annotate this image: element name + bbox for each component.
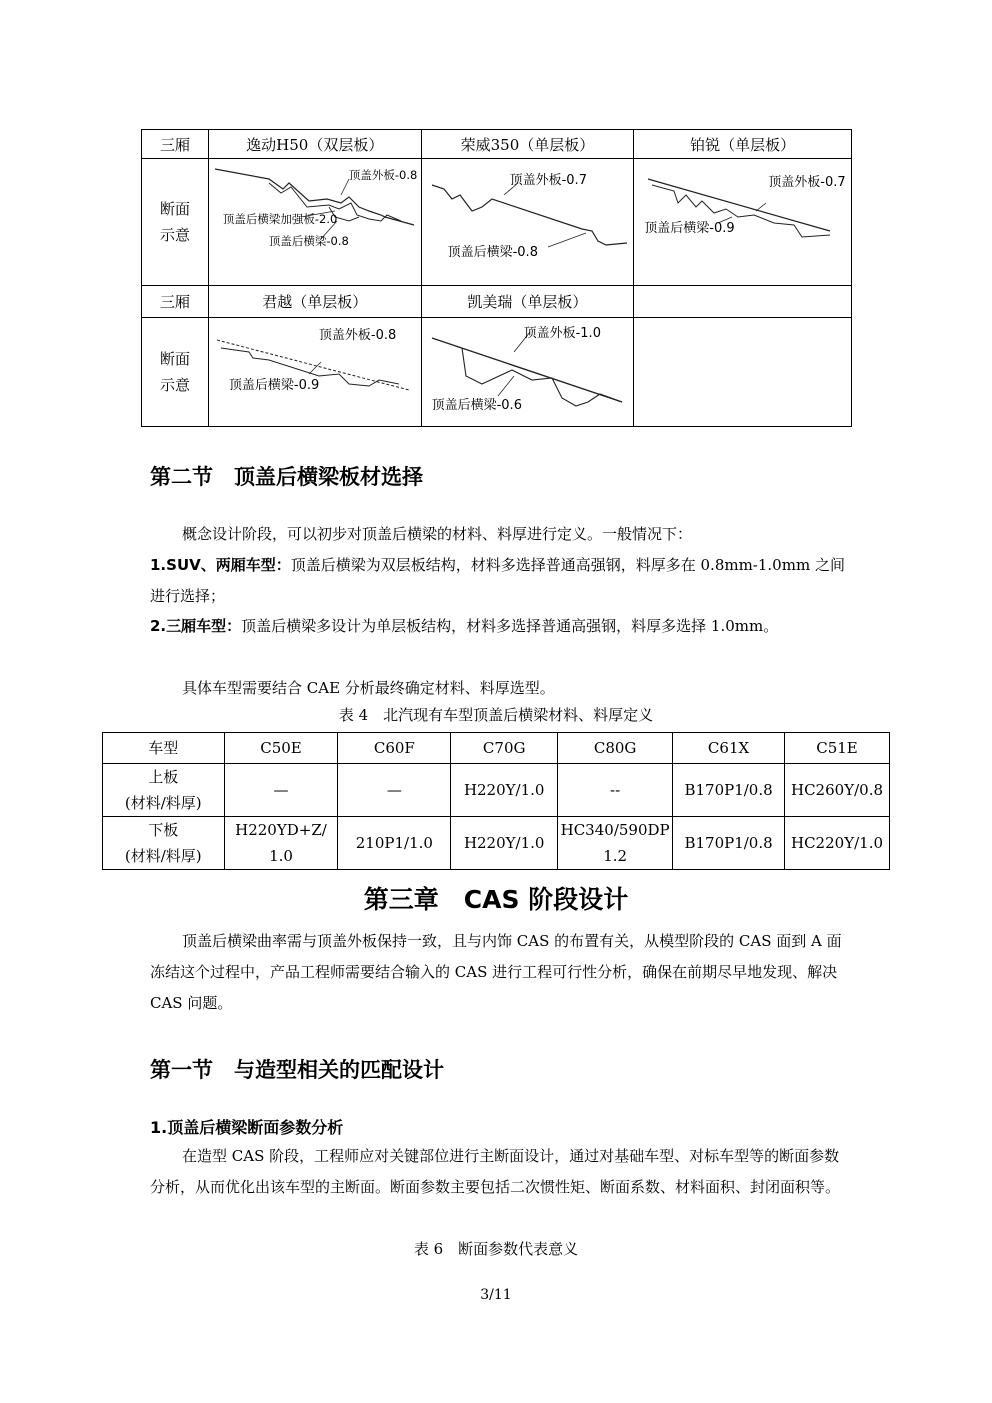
row-header: 三厢 <box>142 286 209 318</box>
label: 顶盖后横梁-0.6 <box>431 398 522 413</box>
label: 顶盖后横梁-0.8 <box>447 245 538 260</box>
model-header: 君越（单层板） <box>208 286 421 318</box>
section-sketch-yidong <box>208 159 421 286</box>
model-header: 凯美瑞（单层板） <box>421 286 634 318</box>
list-item-label: 2.三厢车型： <box>150 617 242 635</box>
list-item <box>150 550 845 612</box>
section-title: 第一节 与造型相关的匹配设计 <box>150 1058 444 1082</box>
table-cell: H220Y/1.0 <box>451 817 558 870</box>
paragraph: 顶盖后横梁曲率需与顶盖外板保持一致，且与内饰 CAS 的布置有关，从模型阶段的 CAS 面到 A 面冻结这个过程中，产品工程师需要结合输入的 CAS 进行工程可行性分析，确保在前期尽早地发现、解决 CAS 问题。 <box>150 932 842 1012</box>
label: 顶盖外板-0.7 <box>768 175 846 190</box>
chapter-title: 第三章 CAS 阶段设计 <box>363 885 629 914</box>
section-sketch-table <box>141 129 852 427</box>
section-sketch-senova <box>634 159 852 286</box>
paragraph: 具体车型需要结合 CAE 分析最终确定材料、料厚选型。 <box>182 679 555 697</box>
paragraph: 在造型 CAS 阶段，工程师应对关键部位进行主断面设计，通过对基础车型、对标车型等的断面参数分析，从而优化出该车型的主断面。断面参数主要包括二次惯性矩、断面系数、材料面积、封闭面积等。 <box>150 1147 841 1196</box>
section-title: 第二节 顶盖后横梁板材选择 <box>150 465 423 489</box>
label: 顶盖外板-0.8 <box>348 168 418 182</box>
table-cell: 210P1/1.0 <box>338 817 451 870</box>
table-header: C80G <box>558 733 673 764</box>
row-header: 三厢 <box>142 130 209 159</box>
list-item-text: 顶盖后横梁多设计为单层板结构，材料多选择普通高强钢，料厚多选择 1.0mm。 <box>241 617 779 635</box>
table-cell: HC340/590DP 1.2 <box>558 817 673 870</box>
label: 顶盖外板-0.7 <box>509 173 587 188</box>
table-cell: B170P1/0.8 <box>673 817 785 870</box>
list-item-text: 顶盖后横梁为双层板结构，材料多选择普通高强钢，料厚多在 0.8mm-1.0mm 之间进行选择； <box>150 556 845 605</box>
paragraph: 概念设计阶段，可以初步对顶盖后横梁的材料、料厚进行定义。一般情况下： <box>182 525 693 543</box>
row-label: 下板 (材料/料厚) <box>103 817 225 870</box>
table-cell: — <box>338 764 451 817</box>
table-header: C70G <box>451 733 558 764</box>
table-cell: H220Y/1.0 <box>451 764 558 817</box>
table-cell: HC220Y/1.0 <box>785 817 890 870</box>
table-cell: HC260Y/0.8 <box>785 764 890 817</box>
model-header <box>634 286 852 318</box>
label: 顶盖后横梁-0.9 <box>228 378 320 393</box>
section-sketch-lacrosse <box>208 318 421 427</box>
label: 顶盖外板-0.8 <box>318 328 397 343</box>
table-header: C60F <box>338 733 451 764</box>
empty-cell <box>634 318 852 427</box>
label: 顶盖后横梁-0.9 <box>644 221 735 236</box>
table-header: C61X <box>673 733 785 764</box>
table-cell: — <box>224 764 338 817</box>
list-item-label: 1.SUV、两厢车型： <box>150 556 291 574</box>
subsection-title: 1.顶盖后横梁断面参数分析 <box>150 1118 344 1137</box>
table-caption: 表 4 北汽现有车型顶盖后横梁材料、料厚定义 <box>338 706 654 724</box>
model-header: 逸动H50（双层板） <box>208 130 421 159</box>
row-label: 上板 (材料/料厚) <box>103 764 225 817</box>
section-sketch-roewe <box>421 159 634 286</box>
table-header: 车型 <box>103 733 225 764</box>
table-cell: B170P1/0.8 <box>673 764 785 817</box>
row-header: 断面 示意 <box>142 318 209 427</box>
label: 顶盖后横梁-0.8 <box>268 234 349 248</box>
list-item <box>150 611 845 642</box>
material-table <box>102 732 890 870</box>
table-caption: 表 6 断面参数代表意义 <box>413 1240 579 1258</box>
table-header: C50E <box>224 733 338 764</box>
row-header: 断面 示意 <box>142 159 209 286</box>
table-cell: -- <box>558 764 673 817</box>
page-number: 3/11 <box>480 1287 512 1303</box>
table-header: C51E <box>785 733 890 764</box>
section-sketch-camry <box>421 318 634 427</box>
model-header: 铂锐（单层板） <box>634 130 852 159</box>
label: 顶盖后横梁加强板-2.0 <box>222 212 338 226</box>
table-cell: H220YD+Z/ 1.0 <box>224 817 338 870</box>
model-header: 荣威350（单层板） <box>421 130 634 159</box>
table-row <box>103 817 890 870</box>
table-row <box>103 764 890 817</box>
label: 顶盖外板-1.0 <box>523 326 601 341</box>
